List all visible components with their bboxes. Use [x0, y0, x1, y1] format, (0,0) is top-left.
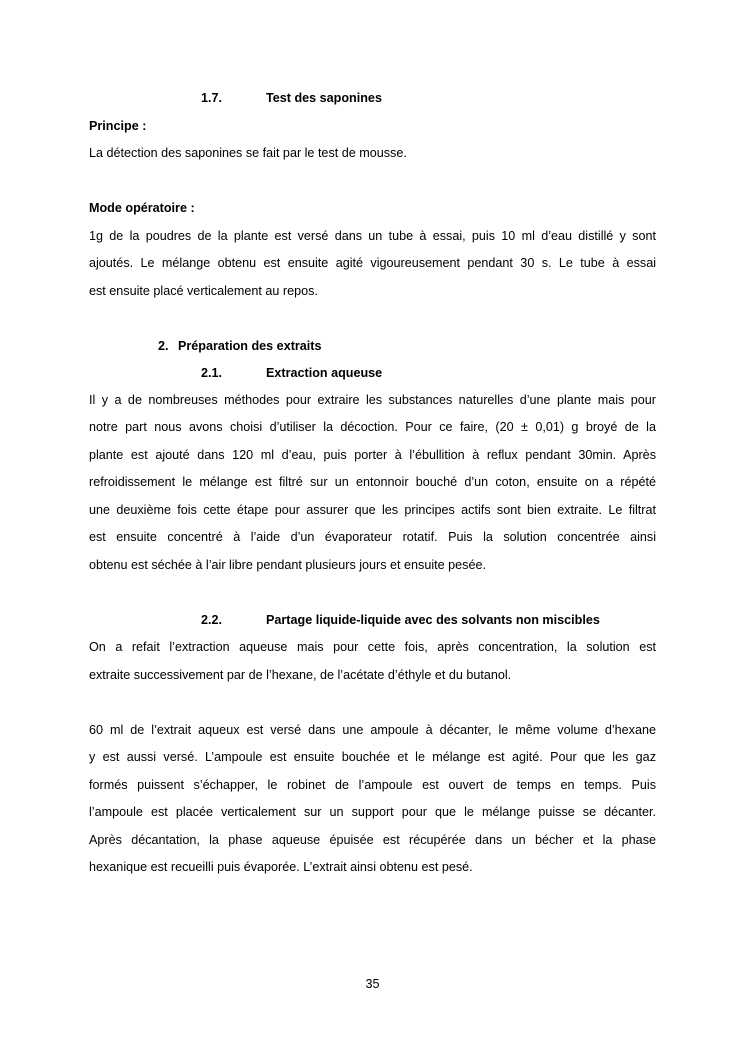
principe-text: La détection des saponines se fait par le test de mousse. — [89, 146, 407, 160]
page-number: 35 — [365, 977, 380, 991]
extraction-line-3: plante est ajouté dans 120 ml d’eau, puis porter à l’ébullition à reflux pendant 30min. Après — [89, 448, 656, 462]
mode-operatoire-label: Mode opératoire : — [89, 201, 195, 215]
section-2-number: 2. — [158, 339, 169, 353]
partage-p2-line-3: formés puissent s’échapper, le robinet de l’ampoule est ouvert de temps en temps. Puis — [89, 778, 656, 792]
section-2-2-number: 2.2. — [201, 613, 223, 627]
partage-p1-line-2: extraite successivement par de l’hexane, de l’acétate d’éthyle et du butanol. — [89, 668, 512, 682]
mode-line-1: 1g de la poudres de la plante est versé dans un tube à essai, puis 10 ml d’eau distillé y sont — [89, 229, 656, 243]
section-2-2-title: Partage liquide-liquide avec des solvants non miscibles — [266, 613, 600, 627]
section-1-7-title: Test des saponines — [266, 91, 382, 105]
extraction-line-2: notre part nous avons choisi d’utiliser la décoction. Pour ce faire, (20 ± 0,01) g broyé de la — [89, 420, 656, 434]
partage-p2-line-4: l’ampoule est placée verticalement sur un support pour que le mélange puisse se décanter. — [89, 805, 656, 819]
extraction-line-1: Il y a de nombreuses méthodes pour extraire les substances naturelles d’une plante mais pour — [89, 393, 656, 407]
partage-p1-line-1: On a refait l’extraction aqueuse mais pour cette fois, après concentration, la solution est — [89, 640, 656, 654]
extraction-line-6: est ensuite concentré à l’aide d’un évaporateur rotatif. Puis la solution concentrée ainsi — [89, 530, 656, 544]
section-1-7-number: 1.7. — [201, 91, 223, 105]
section-2-title: Préparation des extraits — [178, 339, 322, 353]
mode-line-2: ajoutés. Le mélange obtenu est ensuite agité vigoureusement pendant 30 s. Le tube à essai — [89, 256, 656, 270]
section-2-1-number: 2.1. — [201, 366, 223, 380]
extraction-line-4: refroidissement le mélange est filtré sur un entonnoir bouché d’un coton, ensuite on a répété — [89, 475, 656, 489]
principe-label: Principe : — [89, 119, 147, 133]
partage-p2-line-1: 60 ml de l’extrait aqueux est versé dans une ampoule à décanter, le même volume d’hexane — [89, 723, 656, 737]
extraction-line-5: une deuxième fois cette étape pour assurer que les principes actifs sont bien extraite. Le filtrat — [89, 503, 656, 517]
partage-p2-line-6: hexanique est recueilli puis évaporée. L’extrait ainsi obtenu est pesé. — [89, 860, 473, 874]
partage-p2-line-2: y est aussi versé. L’ampoule est ensuite bouchée et le mélange est agité. Pour que les gaz — [89, 750, 656, 764]
mode-line-3: est ensuite placé verticalement au repos. — [89, 284, 318, 298]
partage-p2-line-5: Après décantation, la phase aqueuse épuisée est récupérée dans un bécher et la phase — [89, 833, 656, 847]
section-2-1-title: Extraction aqueuse — [266, 366, 383, 380]
extraction-line-7: obtenu est séchée à l’air libre pendant plusieurs jours et ensuite pesée. — [89, 558, 486, 572]
